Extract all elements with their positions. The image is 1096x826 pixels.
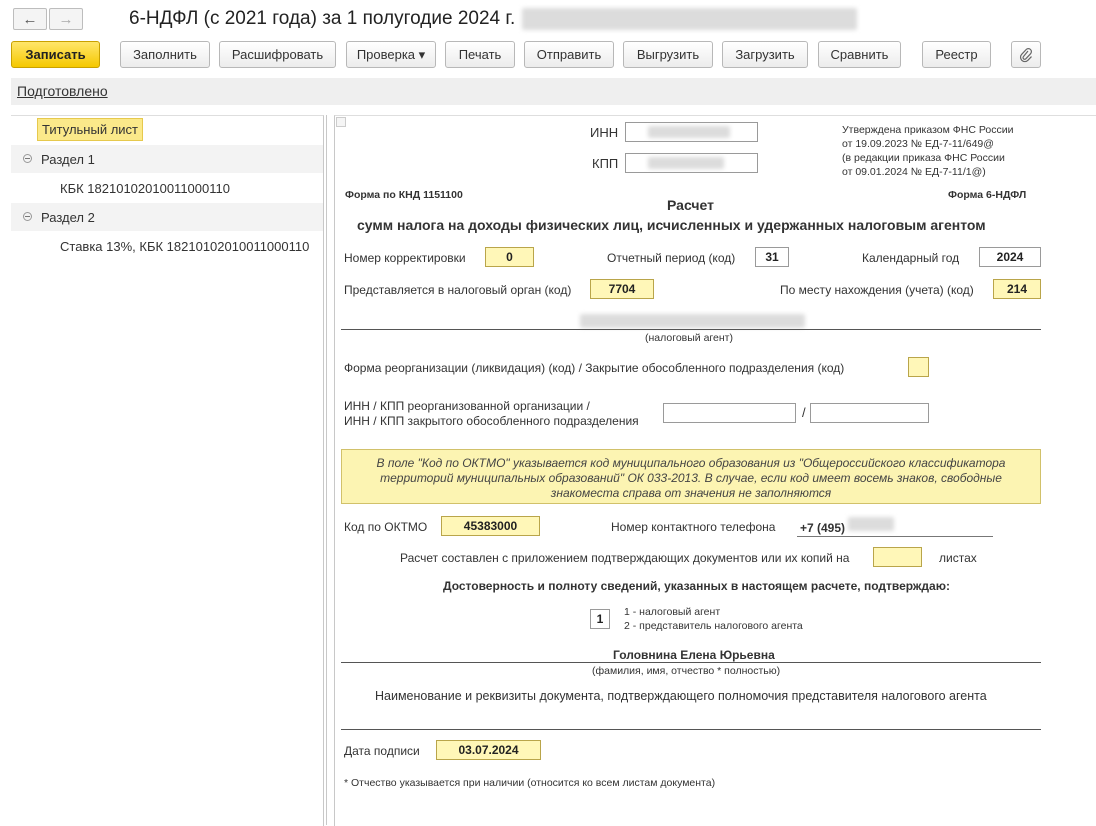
sign-date-label: Дата подписи <box>344 744 420 758</box>
tree-item-label: КБК 18210102010011000110 <box>60 181 230 196</box>
sections-tree <box>11 115 324 826</box>
form-subheading: сумм налога на доходы физических лиц, исчисленных и удержанных налоговым агентом <box>357 217 986 233</box>
form-heading: Расчет <box>667 197 714 213</box>
knd-label: Форма по КНД 1151100 <box>345 189 463 201</box>
attachments-label: Расчет составлен с приложением подтверждающих документов или их копий на <box>400 551 850 565</box>
period-field[interactable]: 31 <box>755 247 789 267</box>
tree-item-title-page[interactable] <box>11 116 323 144</box>
footnote: * Отчество указывается при наличии (относится ко всем листам документа) <box>344 777 716 789</box>
back-button[interactable] <box>13 8 47 30</box>
redacted-org-name <box>522 8 857 30</box>
compare-button[interactable]: Сравнить <box>818 41 901 68</box>
collapse-icon[interactable] <box>23 212 32 221</box>
agent-caption: (налоговый агент) <box>645 332 733 344</box>
document-line <box>341 729 1041 730</box>
document-label: Наименование и реквизиты документа, подтверждающего полномочия представителя налогового агента <box>375 689 987 703</box>
window-title: 6-НДФЛ (с 2021 года) за 1 полугодие 2024 г. <box>129 8 516 29</box>
tax-authority-field[interactable]: 7704 <box>590 279 654 299</box>
approval-line-4: от 09.01.2024 № ЕД-7-11/1@) <box>842 166 986 178</box>
approval-line-1: Утверждена приказом ФНС России <box>842 124 1014 136</box>
tree-item-label: Раздел 1 <box>41 152 95 167</box>
decode-button[interactable]: Расшифровать <box>219 41 336 68</box>
tree-item-label: Ставка 13%, КБК 18210102010011000110 <box>60 239 310 254</box>
reorg-code-field[interactable] <box>908 357 929 377</box>
status-link[interactable]: Подготовлено <box>17 83 108 99</box>
phone-label: Номер контактного телефона <box>611 520 776 534</box>
arrow-right-icon: → <box>58 10 74 28</box>
location-field[interactable]: 214 <box>993 279 1041 299</box>
import-button[interactable]: Загрузить <box>722 41 808 68</box>
tree-item-rate-13[interactable] <box>11 232 323 260</box>
correction-field[interactable]: 0 <box>485 247 534 267</box>
registry-button[interactable]: Реестр <box>922 41 991 68</box>
fill-button[interactable]: Заполнить <box>120 41 210 68</box>
correction-label: Номер корректировки <box>344 251 466 265</box>
panel-splitter[interactable] <box>326 115 327 825</box>
signer-option-1: 1 - налоговый агент <box>624 606 721 618</box>
signer-type-field[interactable]: 1 <box>590 609 610 629</box>
reorg-slash: / <box>802 405 806 420</box>
oktmo-note <box>341 449 1041 504</box>
signer-name-line <box>341 662 1041 663</box>
export-button[interactable]: Выгрузить <box>623 41 713 68</box>
attachments-suffix: листах <box>939 551 977 565</box>
kpp-label: КПП <box>592 156 619 171</box>
send-button[interactable]: Отправить <box>524 41 614 68</box>
redacted-kpp <box>648 157 724 169</box>
confirm-heading: Достоверность и полноту сведений, указанных в настоящем расчете, подтверждаю: <box>443 579 950 593</box>
reorg-kpp-field[interactable] <box>810 403 929 423</box>
reorg-inn-field[interactable] <box>663 403 796 423</box>
phone-field[interactable]: +7 (495) <box>800 521 846 535</box>
collapse-icon[interactable] <box>23 154 32 163</box>
attachments-field[interactable] <box>873 547 922 567</box>
inn-field[interactable] <box>625 122 758 142</box>
save-button[interactable]: Записать <box>11 41 100 68</box>
sign-date-field[interactable]: 03.07.2024 <box>436 740 541 760</box>
signer-caption: (фамилия, имя, отчество * полностью) <box>592 665 781 677</box>
approval-line-3: (в редакции приказа ФНС России <box>842 152 1005 164</box>
tree-item-label: Раздел 2 <box>41 210 95 225</box>
attach-button[interactable] <box>1011 41 1041 68</box>
oktmo-note-line-1: В поле "Код по ОКТМО" указывается код муниципального образования из "Общероссийского классификатора <box>376 456 1006 470</box>
tree-item-label: Титульный лист <box>37 118 143 141</box>
oktmo-field[interactable]: 45383000 <box>441 516 540 536</box>
oktmo-note-line-2: территорий муниципальных образований" ОК 033-2013. В случае, если код имеет восемь знаков, свободные <box>380 471 1002 485</box>
redacted-agent-name <box>580 314 805 328</box>
reorg-label: Форма реорганизации (ликвидация) (код) / Закрытие обособленного подразделения (код) <box>344 361 845 375</box>
period-label: Отчетный период (код) <box>607 251 736 265</box>
oktmo-note-line-3: знакоместа справа от значения не заполняются <box>550 486 832 500</box>
form-name-label: Форма 6-НДФЛ <box>948 189 1027 201</box>
status-bar <box>11 78 1096 105</box>
tree-item-kbk-section-1[interactable] <box>11 174 323 202</box>
redacted-phone <box>848 517 894 531</box>
redacted-inn <box>648 126 730 138</box>
inn-label: ИНН <box>590 125 619 140</box>
tree-item-section-1[interactable] <box>11 145 323 173</box>
tree-item-section-2[interactable] <box>11 203 323 231</box>
arrow-left-icon: ← <box>22 10 38 28</box>
reorg-inn-label-1: ИНН / КПП реорганизованной организации / <box>344 399 590 413</box>
agent-name-line <box>341 329 1041 330</box>
signer-option-2: 2 - представитель налогового агента <box>624 620 803 632</box>
oktmo-label: Код по ОКТМО <box>344 520 428 534</box>
year-label: Календарный год <box>862 251 960 265</box>
paperclip-icon <box>1019 47 1033 63</box>
approval-line-2: от 19.09.2023 № ЕД-7-11/649@ <box>842 138 994 150</box>
location-label: По месту нахождения (учета) (код) <box>780 283 974 297</box>
check-dropdown-button[interactable]: Проверка ▾ <box>346 41 436 68</box>
tax-authority-label: Представляется в налоговый орган (код) <box>344 283 572 297</box>
kpp-field[interactable] <box>625 153 758 173</box>
phone-underline <box>797 536 993 537</box>
year-field[interactable]: 2024 <box>979 247 1041 267</box>
print-button[interactable]: Печать <box>445 41 515 68</box>
reorg-inn-label-2: ИНН / КПП закрытого обособленного подразделения <box>344 414 639 428</box>
signer-name[interactable]: Головнина Елена Юрьевна <box>613 648 775 662</box>
forward-button[interactable] <box>49 8 83 30</box>
form-corner-marker <box>336 117 346 127</box>
